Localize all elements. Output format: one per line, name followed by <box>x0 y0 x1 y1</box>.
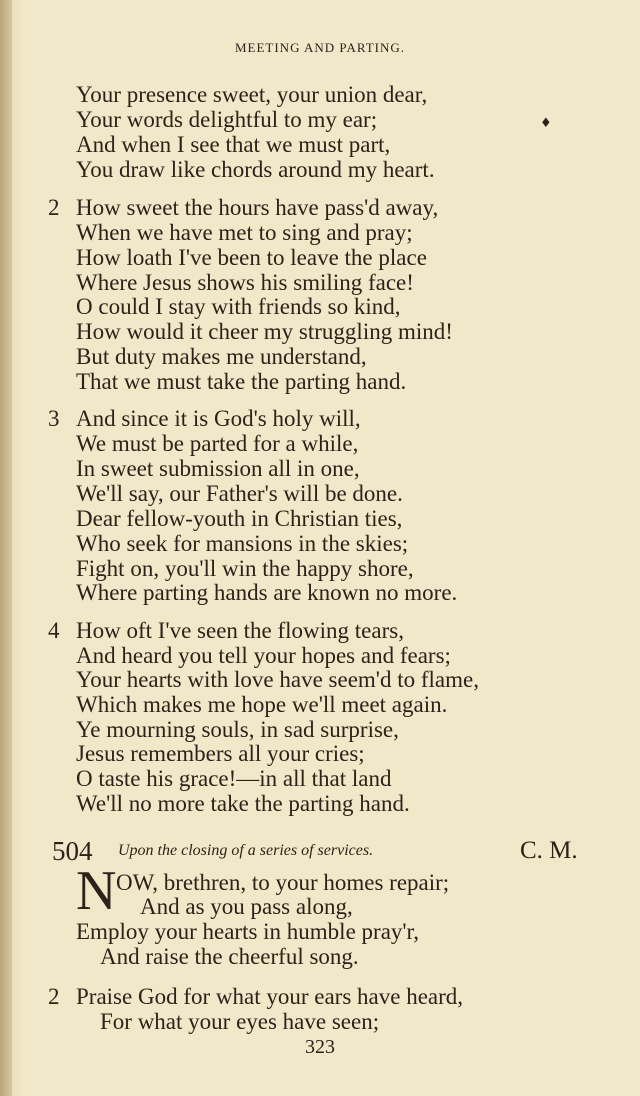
verse-line: How sweet the hours have pass'd away, <box>76 195 439 220</box>
verse-line: That we must take the parting hand. <box>76 369 407 394</box>
verse-line: And heard you tell your hopes and fears; <box>76 643 451 668</box>
verse-line: OW, brethren, to your homes repair; <box>116 870 450 895</box>
page-header: MEETING AND PARTING. <box>234 40 406 55</box>
page-number: 323 <box>305 1036 335 1058</box>
verse-line: And raise the cheerful song. <box>100 944 359 969</box>
verse-line: We'll say, our Father's will be done. <box>76 481 403 506</box>
verse-line: Your hearts with love have seem'd to flame, <box>76 667 479 692</box>
verse-line: Your words delightful to my ear; <box>76 107 378 132</box>
verse-line: Dear fellow-youth in Christian ties, <box>76 506 403 531</box>
verse-line: Fight on, you'll win the happy shore, <box>76 556 414 581</box>
verse-line: For what your eyes have seen; <box>100 1009 380 1034</box>
verse-line: We must be parted for a while, <box>76 431 359 456</box>
verse-line: And as you pass along, <box>140 894 353 919</box>
verse-line: Ye mourning souls, in sad surprise, <box>76 717 399 742</box>
verse-line: O taste his grace!—in all that land <box>76 766 392 791</box>
verse-line: Your presence sweet, your union dear, <box>76 82 428 107</box>
verse-line: And when I see that we must part, <box>76 132 391 157</box>
verse-line: Where Jesus shows his smiling face! <box>76 270 414 295</box>
verse-line: But duty makes me understand, <box>76 344 367 369</box>
verse-line: How would it cheer my struggling mind! <box>76 319 453 344</box>
verse-line: Praise God for what your ears have heard, <box>76 984 464 1009</box>
verse-line: When we have met to sing and pray; <box>76 220 413 245</box>
verse-line: Employ your hearts in humble pray'r, <box>76 919 420 944</box>
verse-line: O could I stay with friends so kind, <box>76 294 401 319</box>
verse-line: Who seek for mansions in the skies; <box>76 531 409 556</box>
printer-ornament-icon: ♦ <box>540 116 552 131</box>
hymn-number: 504 <box>52 836 93 866</box>
verse-number: 4 <box>48 618 60 643</box>
verse-line: You draw like chords around my heart. <box>76 157 435 182</box>
verse-number: 2 <box>48 984 60 1009</box>
hymn-meter: C. M. <box>520 837 578 864</box>
verse-line: We'll no more take the parting hand. <box>76 791 410 816</box>
verse-line: Where parting hands are known no more. <box>76 580 458 605</box>
verse-line: Jesus remembers all your cries; <box>76 741 365 766</box>
verse-line: And since it is God's holy will, <box>76 406 361 431</box>
verse-line: How oft I've seen the flowing tears, <box>76 618 404 643</box>
book-spine-shadow <box>0 0 12 1096</box>
verse-line: How loath I've been to leave the place <box>76 245 427 270</box>
verse-number: 2 <box>48 195 60 220</box>
verse-line: In sweet submission all in one, <box>76 456 360 481</box>
verse-line: Which makes me hope we'll meet again. <box>76 692 448 717</box>
verse-number: 3 <box>48 406 60 431</box>
hymn-title: Upon the closing of a series of services. <box>118 842 374 859</box>
drop-cap: N <box>76 860 117 922</box>
